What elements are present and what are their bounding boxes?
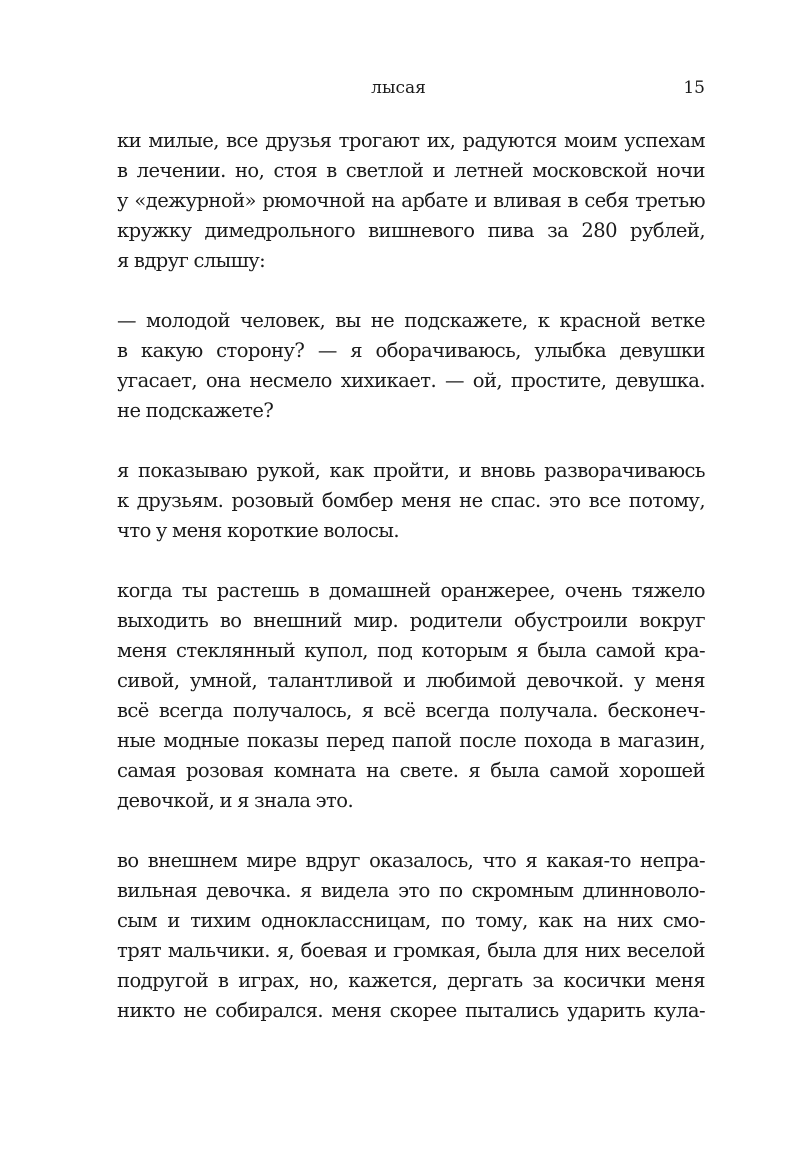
text-line: в лечении. но, стоя в светлой и летней московской ночи — [117, 159, 705, 182]
text-line: во внешнем мире вдруг оказалось, что я какая-то непра- — [117, 849, 705, 872]
text-line: ки милые, все друзья трогают их, радуются моим успехам — [117, 129, 705, 152]
text-line: меня стеклянный купол, под которым я была самой кра- — [117, 639, 705, 662]
text-line: сивой, умной, талантливой и любимой девочкой. у меня — [117, 669, 705, 692]
page-number: 15 — [683, 78, 705, 98]
text-line: девочкой, и я знала это. — [117, 789, 354, 812]
text-line: к друзьям. розовый бомбер меня не спас. это все потому, — [117, 489, 705, 512]
text-line: что у меня короткие волосы. — [117, 519, 399, 542]
paragraph-2 — [117, 306, 705, 426]
text-line: подругой в играх, но, кажется, дергать за косички меня — [117, 969, 705, 992]
text-line: вильная девочка. я видела это по скромным длинноволо- — [117, 879, 705, 902]
text-line: когда ты растешь в домашней оранжерее, очень тяжело — [117, 579, 705, 602]
text-line: — молодой человек, вы не подскажете, к красной ветке — [117, 309, 705, 332]
body-text — [117, 126, 705, 1056]
text-line: трят мальчики. я, боевая и громкая, была для них веселой — [117, 939, 705, 962]
text-line: угасает, она несмело хихикает. — ой, простите, девушка. — [117, 369, 705, 392]
text-line: у «дежурной» рюмочной на арбате и вливая в себя третью — [117, 189, 705, 212]
text-line: самая розовая комната на свете. я была самой хорошей — [117, 759, 705, 782]
text-line: не подскажете? — [117, 399, 274, 422]
paragraph-4 — [117, 576, 705, 816]
text-line: сым и тихим одноклассницам, по тому, как на них смо- — [117, 909, 705, 932]
running-head — [92, 74, 705, 102]
paragraph-1 — [117, 126, 705, 276]
paragraph-3 — [117, 456, 705, 546]
text-line: кружку димедрольного вишневого пива за 280 рублей, — [117, 219, 705, 242]
text-line: ные модные показы перед папой после похода в магазин, — [117, 729, 705, 752]
text-line: в какую сторону? — я оборачиваюсь, улыбка девушки — [117, 339, 705, 362]
text-line: я показываю рукой, как пройти, и вновь разворачиваюсь — [117, 459, 705, 482]
running-title: лысая — [371, 78, 426, 98]
text-line: я вдруг слышу: — [117, 249, 266, 272]
paragraph-5 — [117, 846, 705, 1026]
text-line: всё всегда получалось, я всё всегда получала. бесконеч- — [117, 699, 705, 722]
text-line: выходить во внешний мир. родители обустроили вокруг — [117, 609, 705, 632]
text-line: никто не собирался. меня скорее пытались ударить кула- — [117, 999, 705, 1022]
